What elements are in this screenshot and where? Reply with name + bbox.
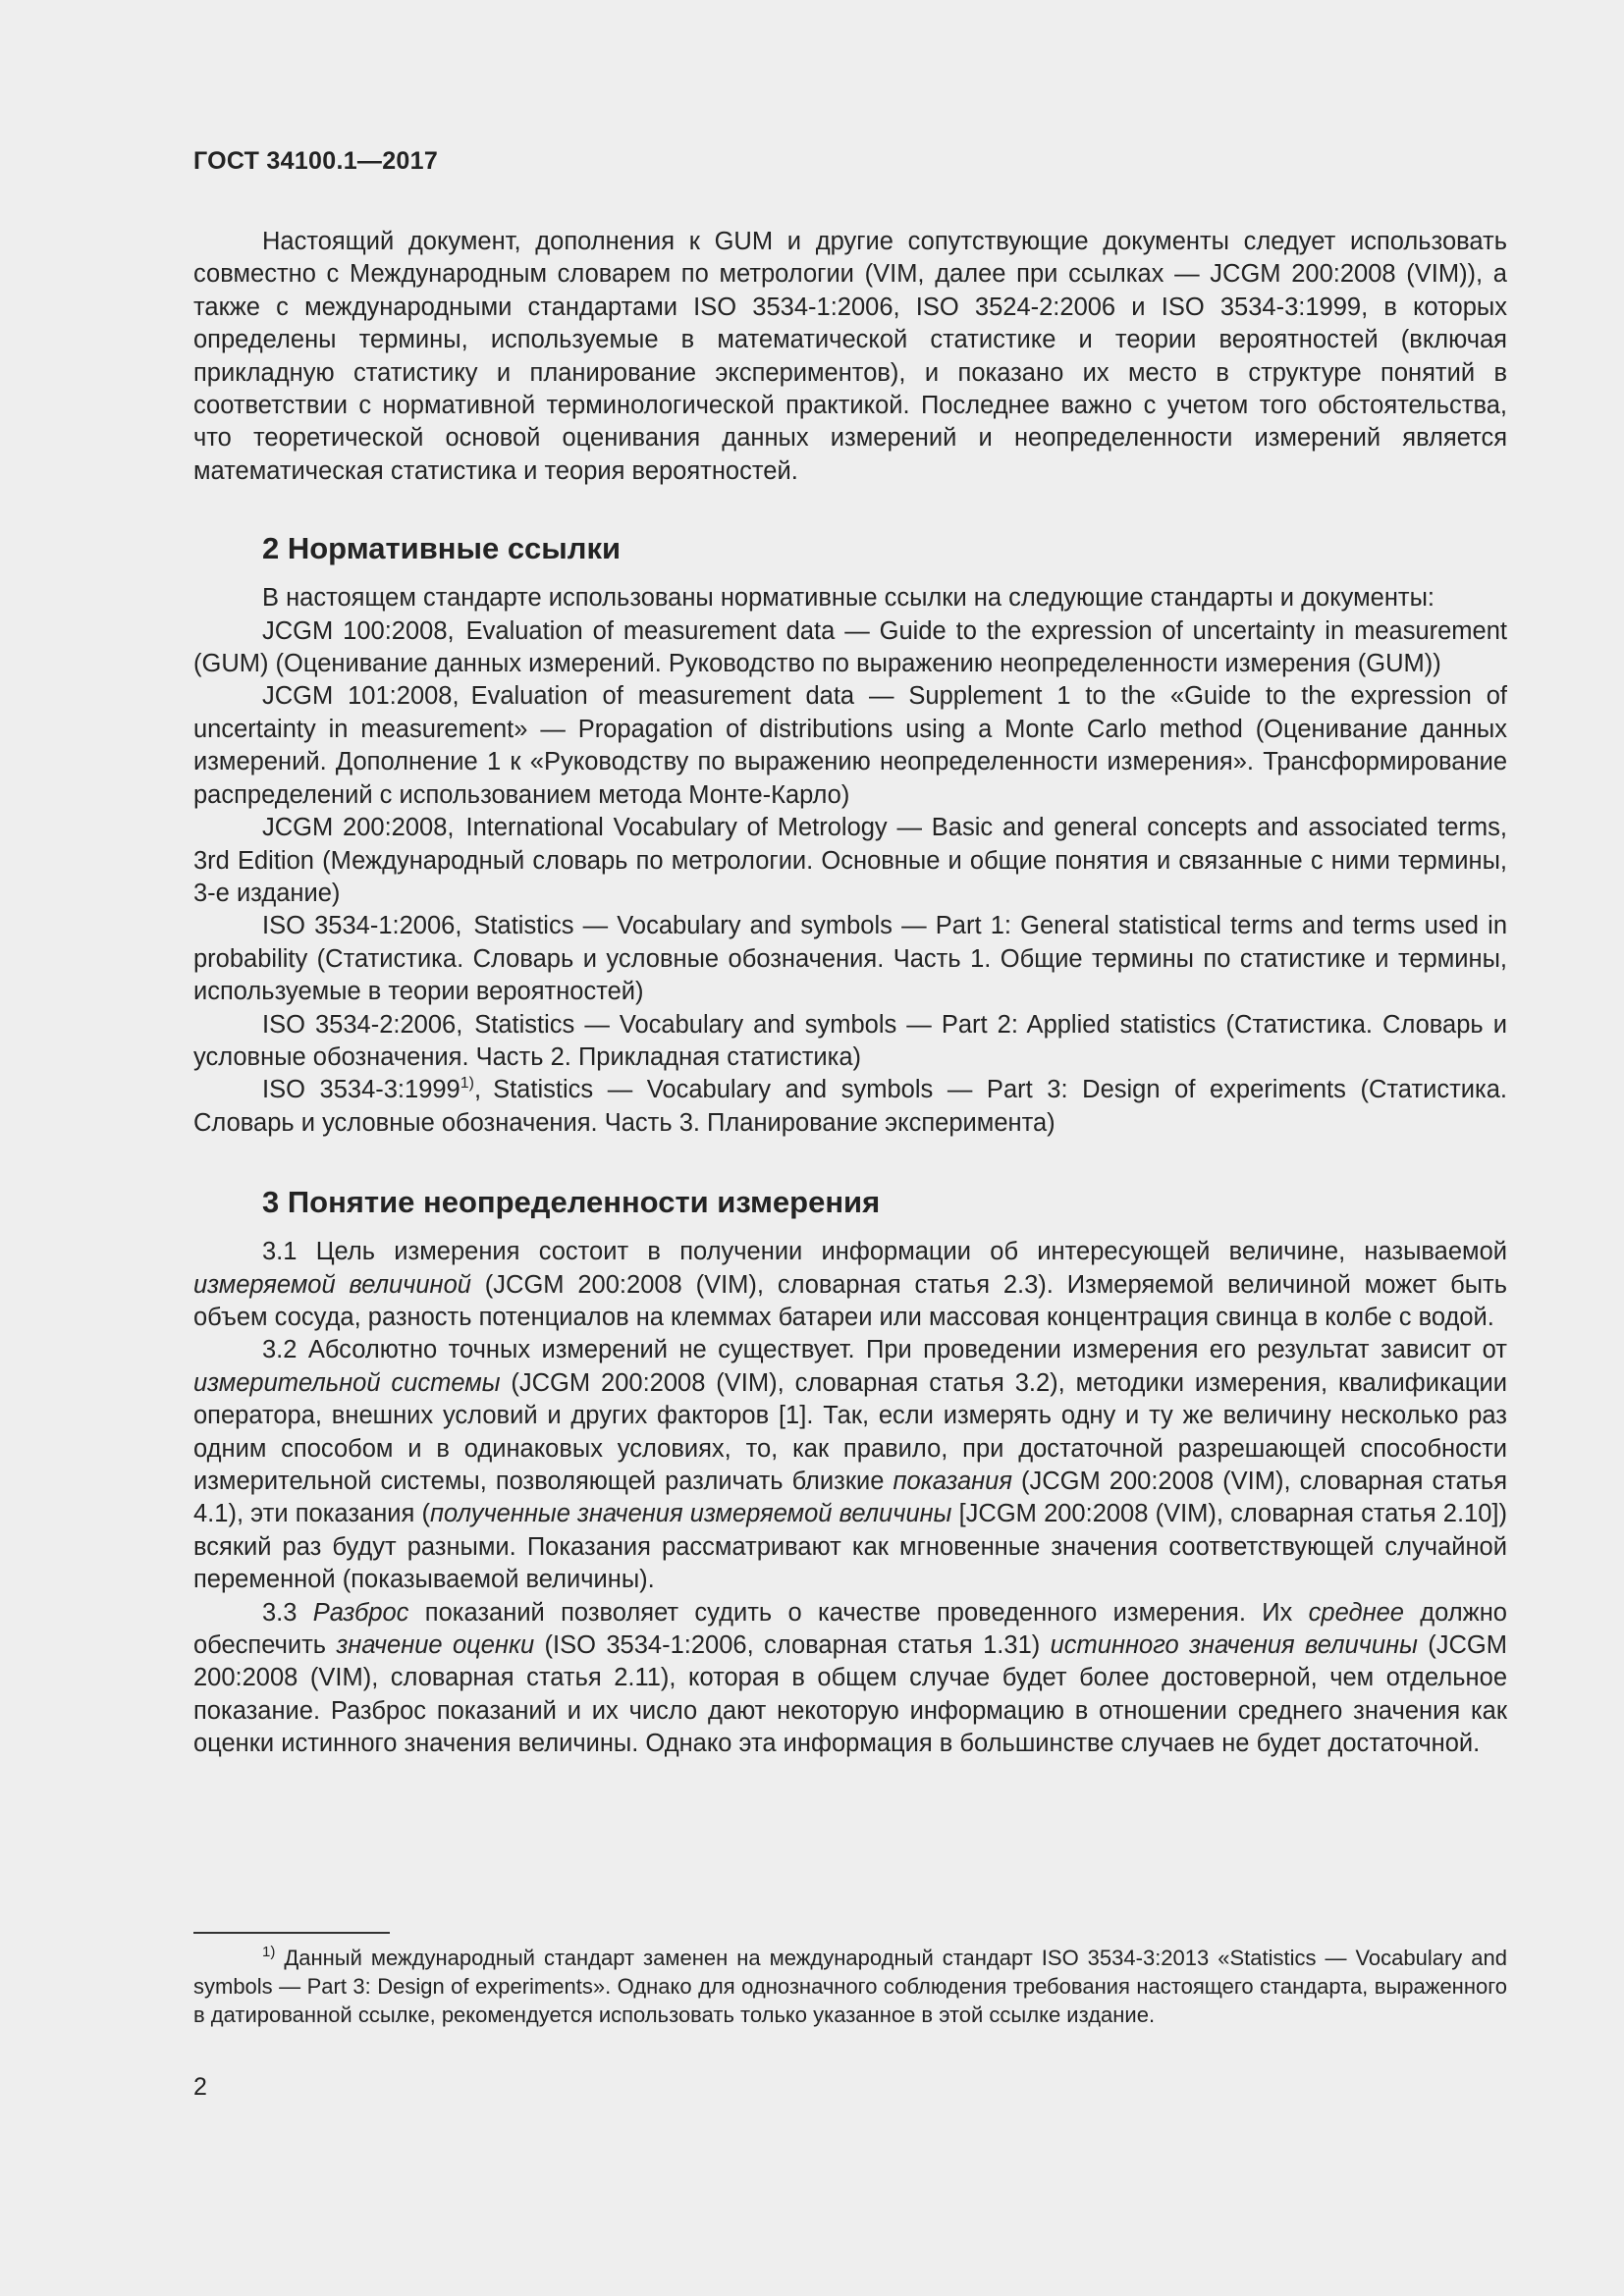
italic-term: значение оценки [336,1631,535,1660]
italic-term: измерительной системы [193,1368,501,1397]
text-run: (JCGM 200:2008 (VIM), словарная статья 2.11), которая в общем случае будет более достоверной, чем отдельное показание. Разброс показаний и их число дают некоторую информацию в отношении среднего значения как оценки истинного значения величины. Однако эта информация в большинстве случаев не будет достаточной. [193,1631,1507,1758]
text-run: 3.3 [262,1598,313,1627]
paragraph-3-2 [193,1334,1507,1596]
footnote-text: Данный международный стандарт заменен на международный стандарт ISO 3534-3:2013 «Statistics — Vocabulary and symbols — Part 3: Design of experiments». Однако для однозначного соблюдения требования настоящего стандарта, выраженного в датированной ссылке, рекомендуется использовать только указанное в этой ссылке издание. [193,1946,1507,2027]
text-run: (JCGM 200:2008 (VIM), словарная статья 2.3). Измеряемой величиной может быть объем сосуда, разность потенциалов на клеммах батареи или массовая концентрация свинца в колбе с водой. [193,1270,1507,1331]
reference-id: JCGM 100:2008, [262,616,455,645]
section-heading-uncertainty-concept: 3 Понятие неопределенности измерения [262,1185,881,1220]
document-number-header: ГОСТ 34100.1—2017 [193,147,439,175]
text-run: (JCGM 200:2008 (VIM), словарная статья 4.1), эти показания ( [193,1468,1507,1528]
reference-id: JCGM 101:2008, [262,682,460,711]
footnote-mark: 1) [460,1075,474,1093]
text-run: (JCGM 200:2008 (VIM), словарная статья 3.2), методики измерения, квалификации оператора, внешних условий и других факторов [1]. Так, если измерять одну и ту же величину несколько раз одним способом и в одинаковых условиях, то, как правило, при достаточной разрешающей способности измерительной системы, позволяющей различать близкие [193,1368,1507,1495]
page-number: 2 [193,2073,207,2101]
footnote [193,1944,1507,2029]
italic-term: истинного значения величины [1050,1631,1418,1660]
reference-item [193,1074,1507,1140]
italic-term: Разброс [312,1598,409,1627]
footnote-separator [193,1932,390,1934]
reference-id-suffix: , [473,1076,482,1104]
paragraph-3-3 [193,1597,1507,1761]
italic-term: полученные значения измеряемой величины [429,1500,952,1528]
italic-term: измеряемой величиной [193,1270,471,1299]
section-heading-normative-references: 2 Нормативные ссылки [262,531,622,566]
footnote-mark: 1) [262,1944,276,1960]
text-run: 3.1 Цель измерения состоит в получении информации об интересующей величине, называемой [262,1238,1507,1266]
reference-text: Statistics — Vocabulary and symbols — Part 3: Design of experiments (Статистика. Словарь и условные обозначения. Часть 3. Планирование эксперимента) [193,1076,1507,1137]
reference-item [193,680,1507,812]
reference-id: ISO 3534-3:1999 [262,1076,460,1104]
reference-id: ISO 3534-2:2006, [262,1010,463,1039]
reference-text: Statistics — Vocabulary and symbols — Part 2: Applied statistics (Статистика. Словарь и условные обозначения. Часть 2. Прикладная статистика) [193,1010,1508,1071]
reference-id: ISO 3534-1:2006, [262,912,462,940]
italic-term: среднее [1308,1598,1404,1627]
page-body [193,226,1507,1761]
reference-text: Statistics — Vocabulary and symbols — Part 1: General statistical terms and terms used in probability (Статистика. Словарь и условные обозначения. Часть 1. Общие термины по статистике и термины, используемые в теории вероятностей) [193,912,1508,1006]
reference-item [193,812,1507,910]
text-run: (ISO 3534-1:2006, словарная статья 1.31) [534,1631,1051,1660]
normative-references-intro: В настоящем стандарте использованы нормативные ссылки на следующие стандарты и документы: [262,584,1435,613]
italic-term: показания [893,1468,1012,1495]
reference-item [193,1009,1507,1075]
text-run: показаний позволяет судить о качестве проведенного измерения. Их [408,1598,1309,1627]
intro-paragraph: Настоящий документ, дополнения к GUM и другие сопутствующие документы следует использовать совместно с Международным словарем по метрологии (VIM, далее при ссылках — JCGM 200:2008 (VIM)), а также с международными стандартами ISO 3534-1:2006, ISO 3524-2:2006 и ISO 3534-3:1999, в которых определены термины, используемые в математической статистике и теории вероятностей (включая прикладную статистику и планирование экспериментов), и показано их место в структуре понятий в соответствии с нормативной терминологической практикой. Последнее важно с учетом того обстоятельства, что теоретической основой оценивания данных измерений и неопределенности измерений является математическая статистика и теория вероятностей. [193,228,1507,485]
reference-text: Evaluation of measurement data — Supplement 1 to the «Guide to the expression of uncertainty in measurement» — Propagation of distributions using a Monte Carlo method (Оценивание данных измерений. Дополнение 1 к «Руководству по выражению неопределенности измерения». Трансформирование распределений с использованием метода Монте-Карло) [193,682,1507,809]
paragraph-3-1 [193,1236,1507,1334]
text-run: должно обеспечить [193,1598,1507,1660]
reference-text: International Vocabulary of Metrology — Basic and general concepts and associated terms, 3rd Edition (Международный словарь по метрологии. Основные и общие понятия и связанные с ними термины, 3-е издание) [193,814,1507,907]
text-run: 3.2 Абсолютно точных измерений не существует. При проведении измерения его результат зависит от [262,1336,1507,1364]
reference-text: Evaluation of measurement data — Guide to the expression of uncertainty in measurement (GUM) (Оценивание данных измерений. Руководство по выражению неопределенности измерения (GUM)) [193,616,1507,678]
reference-id: JCGM 200:2008, [262,814,455,842]
reference-item [193,910,1507,1008]
reference-item [193,615,1507,681]
text-run: [JCGM 200:2008 (VIM), словарная статья 2.10]) всякий раз будут разными. Показания рассматривают как мгновенные значения соответствующей случайной переменной (показываемой величины). [193,1500,1507,1594]
